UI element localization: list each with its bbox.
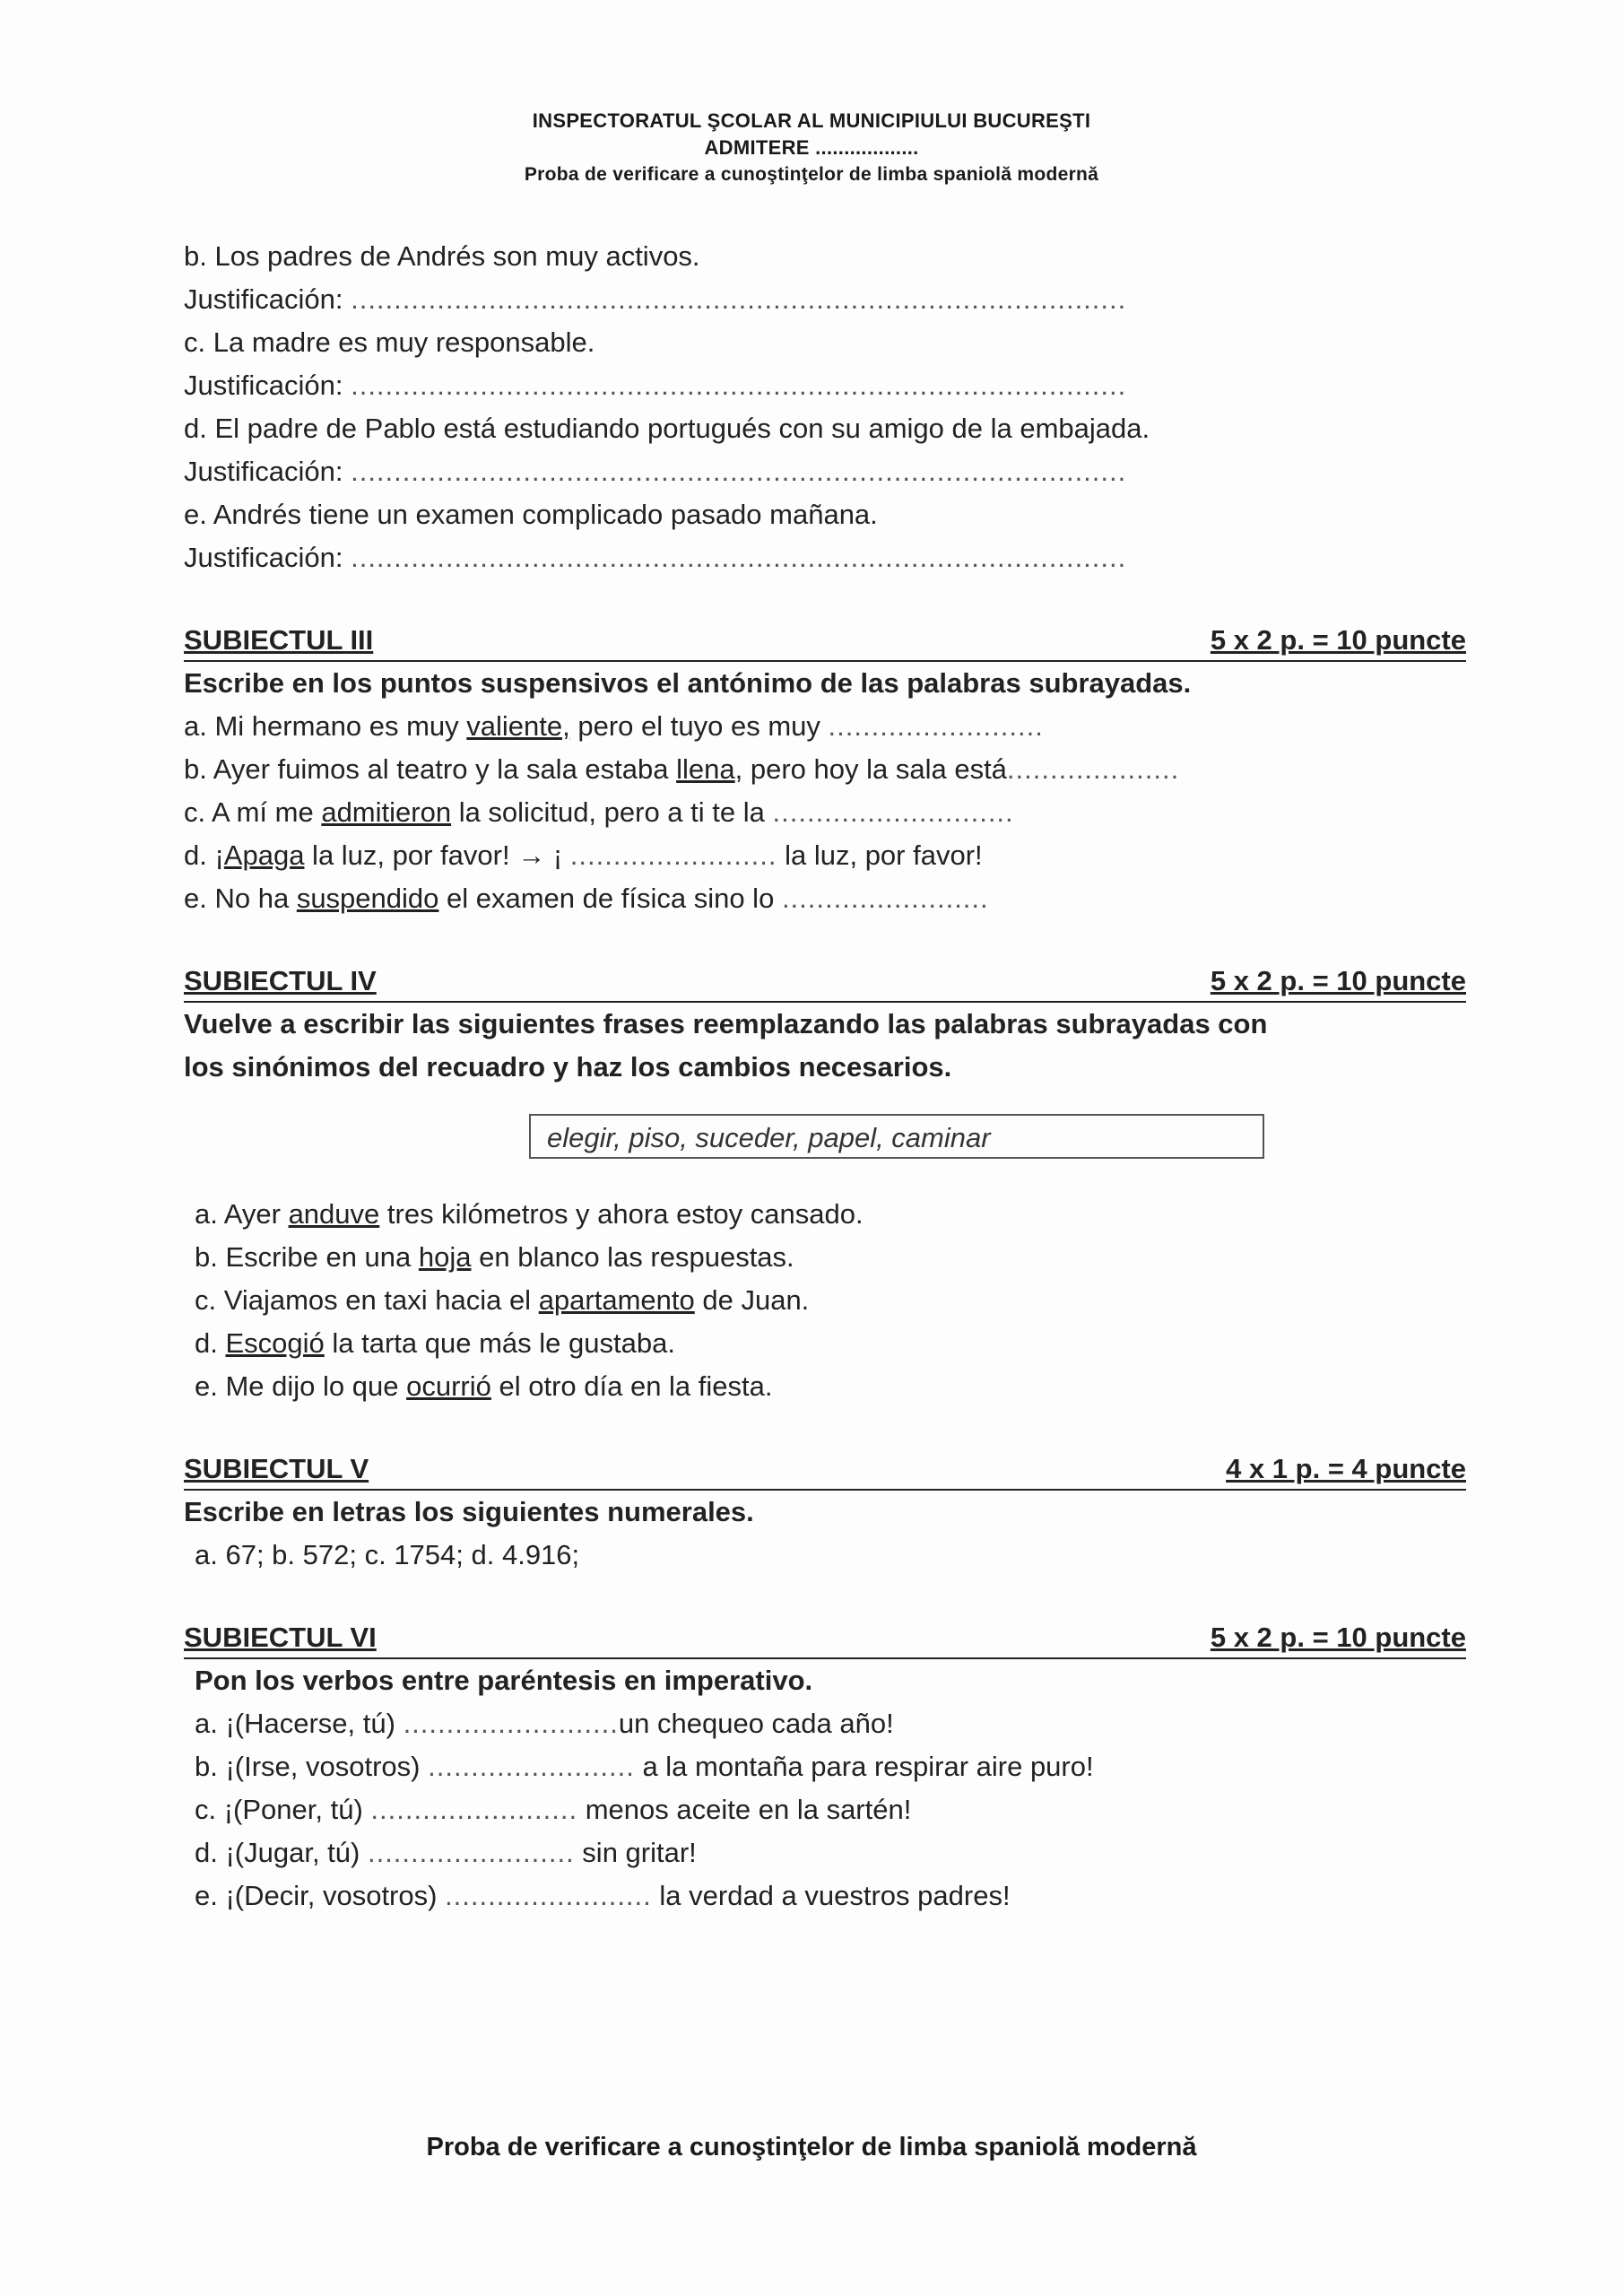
s4-item-e: e. Me dijo lo que ocurrió el otro día en la fiesta. (195, 1370, 773, 1402)
justification-e: Justificación: .......................................................................................... (184, 542, 1127, 573)
justification-b: Justificación: .......................................................................................... (184, 283, 1127, 315)
statement-c: c. La madre es muy responsable. (184, 326, 595, 358)
subject-6-items (184, 1702, 1466, 1918)
subject-5-instruction: Escribe en letras los siguientes numerales. (184, 1496, 754, 1527)
justification-d: Justificación: .......................................................................................... (184, 456, 1127, 487)
s3-item-c: c. A mí me admitieron la solicitud, pero a ti te la ............................ (184, 796, 1014, 828)
subject-3-items (184, 705, 1466, 920)
s4-item-a: a. Ayer anduve tres kilómetros y ahora estoy cansado. (195, 1198, 864, 1230)
s4-item-d: d. Escogió la tarta que más le gustaba. (195, 1327, 675, 1359)
subject-5-heading: SUBIECTUL V 4 x 1 p. = 4 puncte (184, 1449, 1466, 1491)
subject-4-heading: SUBIECTUL IV 5 x 2 p. = 10 puncte (184, 961, 1466, 1003)
s5-numerals: a. 67; b. 572; c. 1754; d. 4.916; (195, 1539, 580, 1570)
exam-content (184, 235, 1466, 1918)
s3-item-b: b. Ayer fuimos al teatro y la sala estaba llena, pero hoy la sala está.................... (184, 753, 1180, 785)
subject-4-instruction-line1: Vuelve a escribir las siguientes frases reemplazando las palabras subrayadas con (184, 1008, 1268, 1039)
s6-item-e: e. ¡(Decir, vosotros) ........................ la verdad a vuestros padres! (195, 1880, 1011, 1911)
subject-3-heading: SUBIECTUL III 5 x 2 p. = 10 puncte (184, 621, 1466, 662)
header-exam-title: Proba de verificare a cunoştinţelor de limba spaniolă modernă (524, 164, 1099, 185)
s6-item-a: a. ¡(Hacerse, tú) .........................un chequeo cada año! (195, 1708, 894, 1739)
s6-item-b: b. ¡(Irse, vosotros) ........................ a la montaña para respirar aire puro! (195, 1751, 1094, 1782)
header-admitere: ADMITERE .................. (704, 136, 919, 159)
s4-item-c: c. Viajamos en taxi hacia el apartamento de Juan. (195, 1284, 810, 1316)
s4-item-b: b. Escribe en una hoja en blanco las respuestas. (195, 1241, 794, 1273)
statement-d: d. El padre de Pablo está estudiando portugués con su amigo de la embajada. (184, 413, 1150, 444)
s3-item-d: d. ¡Apaga la luz, por favor! → ¡ ........................ la luz, por favor! (184, 839, 983, 871)
page-footer: Proba de verificare a cunoştinţelor de limba spaniolă modernă (426, 2133, 1197, 2161)
subject-3-instruction: Escribe en los puntos suspensivos el antónimo de las palabras subrayadas. (184, 667, 1192, 699)
header-inspectorate: INSPECTORATUL ŞCOLAR AL MUNICIPIULUI BUCUREŞTI (532, 109, 1091, 132)
subject-4-instruction-line2: los sinónimos del recuadro y haz los cambios necesarios. (184, 1051, 952, 1083)
s6-item-c: c. ¡(Poner, tú) ........................ menos aceite en la sartén! (195, 1794, 912, 1825)
true-false-section (184, 235, 1466, 579)
subject-6-instruction: Pon los verbos entre paréntesis en imperativo. (195, 1665, 813, 1696)
justification-c: Justificación: .......................................................................................... (184, 370, 1127, 401)
synonym-box: elegir, piso, suceder, papel, caminar (529, 1114, 1264, 1159)
statement-b: b. Los padres de Andrés son muy activos. (184, 240, 700, 272)
page-header (0, 108, 1623, 188)
statement-e: e. Andrés tiene un examen complicado pasado mañana. (184, 499, 878, 530)
subject-4-items (184, 1193, 1466, 1408)
s3-item-e: e. No ha suspendido el examen de física sino lo ........................ (184, 883, 989, 914)
s6-item-d: d. ¡(Jugar, tú) ........................ sin gritar! (195, 1837, 697, 1868)
subject-6-heading: SUBIECTUL VI 5 x 2 p. = 10 puncte (184, 1618, 1466, 1659)
s3-item-a: a. Mi hermano es muy valiente, pero el tuyo es muy ......................... (184, 710, 1044, 742)
